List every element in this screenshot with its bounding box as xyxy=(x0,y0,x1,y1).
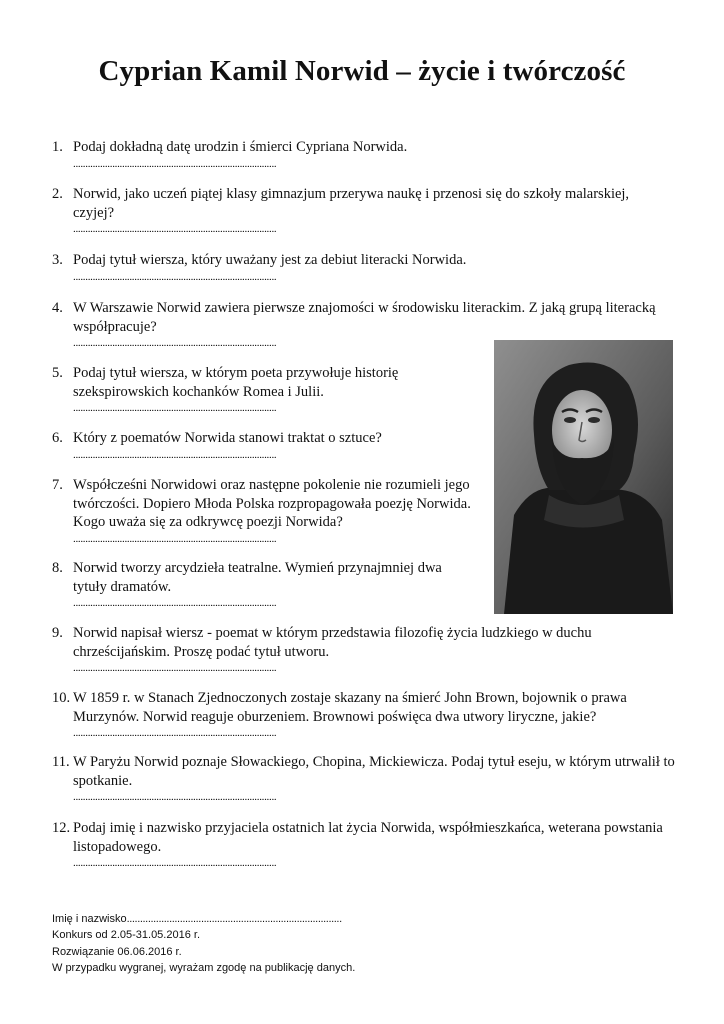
answer-line[interactable]: ................................................................................... xyxy=(73,402,277,414)
question-5 xyxy=(52,364,412,415)
question-2 xyxy=(52,185,652,236)
question-text: Współcześni Norwidowi oraz następne pokolenie nie rozumieli jego twórczości. Dopiero Młoda Polska rozpropagowała poezję Norwida. Kogo uważa się za odkrywcę poezji Norwida? xyxy=(73,477,471,530)
answer-line[interactable]: ................................................................................... xyxy=(73,597,277,609)
question-number: 6. xyxy=(52,430,63,446)
portrait-image xyxy=(494,340,673,614)
question-text: Podaj imię i nazwisko przyjaciela ostatnich lat życia Norwida, współmieszkańca, weterana powstania listopadowego. xyxy=(73,820,663,855)
question-number: 11. xyxy=(52,754,70,770)
question-11 xyxy=(52,753,682,804)
resolution-date: Rozwiązanie 06.06.2016 r. xyxy=(52,945,182,958)
question-number: 2. xyxy=(52,186,63,202)
answer-line[interactable]: ................................................................................... xyxy=(73,270,277,283)
answer-line[interactable]: ................................................................................... xyxy=(73,727,277,739)
question-text: Który z poematów Norwida stanowi traktat o sztuce? xyxy=(73,430,382,446)
question-7 xyxy=(52,476,484,546)
question-number: 1. xyxy=(52,139,63,155)
answer-line[interactable]: ................................................................................... xyxy=(73,448,277,461)
answer-line[interactable]: ................................................................................... xyxy=(73,157,277,170)
question-number: 7. xyxy=(52,477,63,493)
question-text: W 1859 r. w Stanach Zjednoczonych zostaje skazany na śmierć John Brown, bojownik o prawa Murzynów. Norwid reaguje oburzeniem. Brownowi poświęca dwa utwory liryczne, jakie? xyxy=(73,690,627,725)
question-3 xyxy=(52,251,502,284)
name-label: Imię i nazwisko xyxy=(52,913,127,925)
question-12 xyxy=(52,819,692,870)
question-text: Podaj tytuł wiersza, w którym poeta przywołuje historię szekspirowskich kochanków Romea i Julii. xyxy=(73,365,399,400)
question-9 xyxy=(52,624,672,675)
name-input-line[interactable]: ................................................................................. xyxy=(126,913,342,925)
question-number: 4. xyxy=(52,300,63,316)
footer xyxy=(52,911,355,976)
answer-line[interactable]: ................................................................................... xyxy=(73,223,277,235)
question-text: Norwid, jako uczeń piątej klasy gimnazjum przerywa naukę i przenosi się do szkoły malarskiej, czyjej? xyxy=(73,186,630,221)
question-text: W Warszawie Norwid zawiera pierwsze znajomości w środowisku literackim. Z jaką grupą literacką współpracuje? xyxy=(73,300,656,335)
answer-line[interactable]: ................................................................................... xyxy=(73,857,277,869)
question-1 xyxy=(52,138,452,171)
question-number: 3. xyxy=(52,252,63,268)
question-number: 12. xyxy=(52,820,71,836)
page-title: Cyprian Kamil Norwid – życie i twórczość xyxy=(98,55,626,87)
question-number: 8. xyxy=(52,560,63,576)
answer-line[interactable]: ................................................................................... xyxy=(73,662,277,674)
question-8 xyxy=(52,559,457,610)
answer-line[interactable]: ................................................................................... xyxy=(73,337,277,349)
question-text: Podaj tytuł wiersza, który uważany jest za debiut literacki Norwida. xyxy=(73,252,467,268)
answer-line[interactable]: ................................................................................... xyxy=(73,791,277,803)
question-text: Norwid napisał wiersz - poemat w którym przedstawia filozofię życia ludzkiego w duchu chrześcijańskim. Proszę podać tytuł utworu. xyxy=(73,625,592,660)
question-text: Norwid tworzy arcydzieła teatralne. Wymień przynajmniej dwa tytuły dramatów. xyxy=(73,560,442,595)
question-text: W Paryżu Norwid poznaje Słowackiego, Chopina, Mickiewicza. Podaj tytuł eseju, w którym utrwalił to spotkanie. xyxy=(73,754,675,789)
question-10 xyxy=(52,689,682,740)
question-6 xyxy=(52,429,472,462)
question-number: 9. xyxy=(52,625,63,641)
name-field-row xyxy=(52,911,355,927)
consent-statement: W przypadku wygranej, wyrażam zgodę na publikację danych. xyxy=(52,961,356,974)
contest-dates: Konkurs od 2.05-31.05.2016 r. xyxy=(52,929,200,942)
question-number: 10. xyxy=(52,690,71,706)
answer-line[interactable]: ................................................................................... xyxy=(73,532,277,545)
question-number: 5. xyxy=(52,365,63,381)
question-text: Podaj dokładną datę urodzin i śmierci Cypriana Norwida. xyxy=(73,139,408,155)
